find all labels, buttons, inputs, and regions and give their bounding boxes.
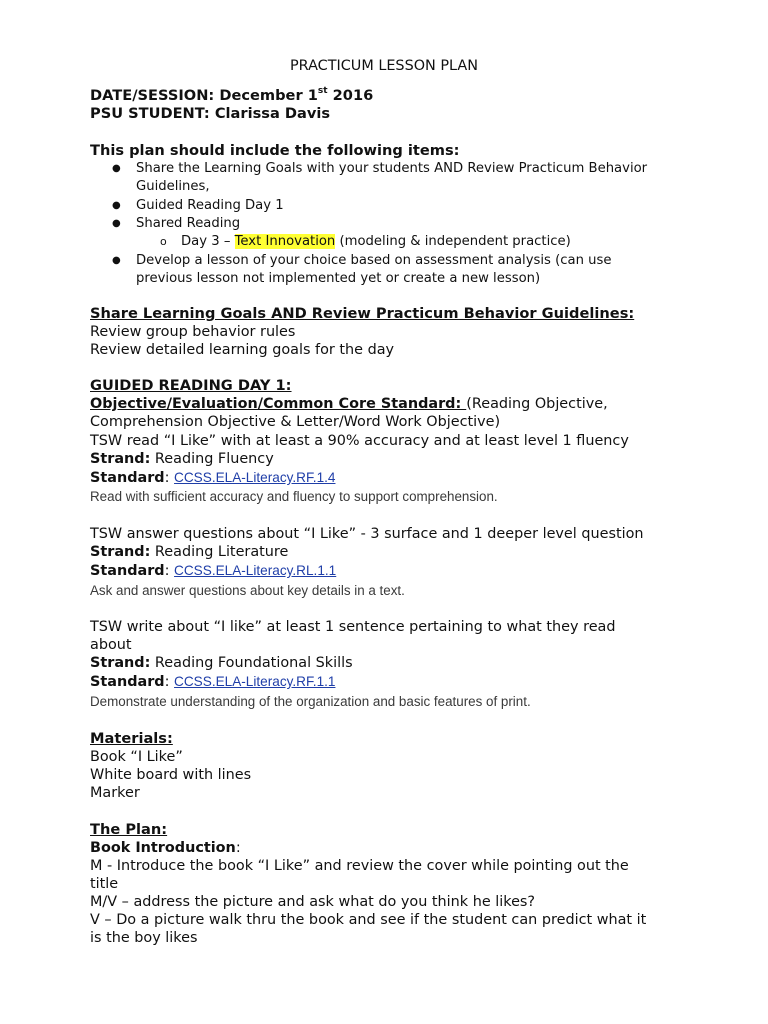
materials-heading: Materials:	[90, 730, 173, 747]
objective-text: TSW write about “I like” at least 1 sentence pertaining to what they read	[90, 619, 616, 635]
standard-link[interactable]: CCSS.ELA-Literacy.RL.1.1	[174, 563, 337, 578]
standard-line: Standard: CCSS.ELA-Literacy.RF.1.1	[90, 674, 336, 690]
plan-step-cont: title	[90, 876, 119, 892]
list-item: Develop a lesson of your choice based on assessment analysis (can use	[136, 253, 612, 268]
objective-text-cont: about	[90, 637, 132, 653]
standard-description: Read with sufficient accuracy and fluency to support comprehension.	[90, 489, 498, 504]
guided-heading: GUIDED READING DAY 1:	[90, 377, 292, 394]
list-item-cont: Guidelines,	[136, 179, 210, 194]
page-title: PRACTICUM LESSON PLAN	[289, 58, 479, 74]
circle-bullet-icon: o	[160, 235, 167, 248]
material-item: Marker	[90, 785, 140, 801]
bullet-icon: ●	[112, 200, 121, 211]
strand-line: Strand: Reading Foundational Skills	[90, 655, 353, 671]
standard-description: Ask and answer questions about key details in a text.	[90, 583, 405, 598]
plan-step-cont: is the boy likes	[90, 930, 198, 946]
objective-line: Objective/Evaluation/Common Core Standard: (Reading Objective,	[90, 396, 608, 412]
share-line: Review group behavior rules	[90, 324, 296, 340]
plan-step: M - Introduce the book “I Like” and review the cover while pointing out the	[90, 858, 629, 874]
strand-line: Strand: Reading Literature	[90, 544, 289, 560]
standard-line: Standard: CCSS.ELA-Literacy.RF.1.4	[90, 470, 336, 486]
standard-link[interactable]: CCSS.ELA-Literacy.RF.1.1	[174, 674, 336, 689]
bullet-icon: ●	[112, 255, 121, 266]
bullet-icon: ●	[112, 163, 121, 174]
plan-step: M/V – address the picture and ask what do you think he likes?	[90, 894, 536, 910]
strand-line: Strand: Reading Fluency	[90, 451, 274, 467]
list-item: Guided Reading Day 1	[136, 198, 284, 213]
items-heading: This plan should include the following items:	[90, 142, 460, 159]
bullet-icon: ●	[112, 218, 121, 229]
objective-line-cont: Comprehension Objective & Letter/Word Work Objective)	[90, 414, 501, 430]
book-intro-label: Book Introduction:	[90, 840, 241, 856]
date-session: DATE/SESSION: December 1st 2016	[90, 86, 374, 104]
list-item: Share the Learning Goals with your students AND Review Practicum Behavior	[136, 161, 648, 176]
share-line: Review detailed learning goals for the day	[90, 342, 395, 358]
objective-text: TSW answer questions about “I Like” - 3 surface and 1 deeper level question	[90, 526, 644, 542]
material-item: Book “I Like”	[90, 749, 183, 765]
standard-link[interactable]: CCSS.ELA-Literacy.RF.1.4	[174, 470, 336, 485]
objective-text: TSW read “I Like” with at least a 90% accuracy and at least level 1 fluency	[90, 433, 629, 449]
material-item: White board with lines	[90, 767, 252, 783]
list-item: Shared Reading	[136, 216, 241, 231]
list-item-cont: previous lesson not implemented yet or create a new lesson)	[136, 271, 541, 286]
plan-step: V – Do a picture walk thru the book and see if the student can predict what it	[90, 912, 647, 928]
plan-heading: The Plan:	[90, 821, 168, 838]
standard-description: Demonstrate understanding of the organization and basic features of print.	[90, 694, 531, 709]
sub-list-item: Day 3 – Text Innovation (modeling & independent practice)	[181, 234, 571, 249]
psu-student: PSU STUDENT: Clarissa Davis	[90, 105, 331, 122]
share-heading: Share Learning Goals AND Review Practicum Behavior Guidelines:	[90, 305, 635, 322]
standard-line: Standard: CCSS.ELA-Literacy.RL.1.1	[90, 563, 337, 579]
text-highlight: Text Innovation	[234, 234, 336, 249]
